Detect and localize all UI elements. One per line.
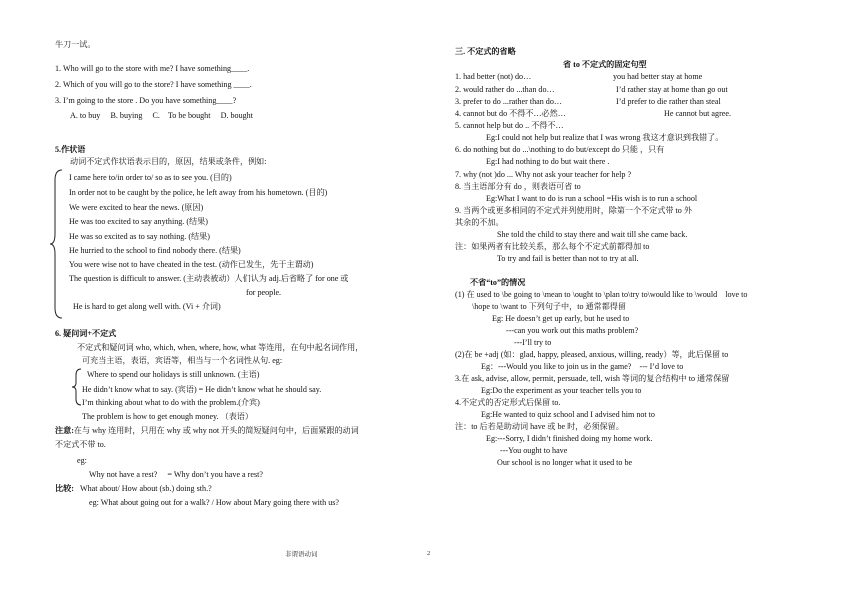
example-vi-prep: He is hard to get along well with. (Vi + 介词) (73, 302, 221, 311)
example-passive: The question is difficult to answer. (主动表被动）人们认为 adj.后省略了 for one 或 (69, 274, 349, 283)
pattern-8-example: Eg:What I want to do is run a school =His wish is to run a school (486, 194, 698, 203)
pattern-6: 6. do nothing but do ...\nothing to do but/except do 只能 ，只有 (455, 145, 665, 154)
keep-case-1-example: Eg: He doesn’t get up early, but he used to (492, 314, 630, 323)
pattern-3-example: I’d prefer to die rather than steal (616, 97, 721, 106)
section-5-intro: 动词不定式作状语表示目的，原因，结果或条件，例如: (70, 157, 267, 166)
question-1: 1. Who will go to the store with me? I have something____. (55, 64, 250, 73)
keep-case-2: (2)在 be +adj (如：glad, happy, pleased, anxious, willing, ready）等，此后保留 to (455, 350, 729, 359)
question-word-ex-4: The problem is how to get enough money. （表语） (82, 412, 253, 421)
pattern-6-example: Eg:I had nothing to do but wait there . (486, 157, 610, 166)
keep-case-5: 注：to 后若是助动词 have 或 be 时，必须保留。 (455, 422, 624, 431)
pattern-5-example: Eg:I could not help but realize that I was wrong 我这才意识到我错了。 (486, 133, 724, 142)
example-perfect: You were wise not to have cheated in the test. (动作已发生，先于主谓动) (69, 260, 314, 269)
example-result-3: He hurried to the school to find nobody there. (结果) (69, 246, 241, 255)
fixed-patterns-title: 省 to 不定式的固定句型 (563, 60, 647, 69)
example-purpose-1: I came here to/in order to/ so as to see you. (目的) (69, 173, 232, 182)
note-text-cont: 不定式不带 to. (55, 440, 106, 449)
pattern-3: 3. prefer to do ...rather than do… (455, 97, 562, 106)
keep-to-title: 不省“to”的情况 (470, 278, 526, 287)
keep-case-5-example-2: ---You ought to have (500, 446, 568, 455)
pattern-note: 注：如果两者有比较关系，那么每个不定式前都得加 to (455, 242, 650, 251)
compare-text-cont: eg: What about going out for a walk? / How about Mary going there with us? (89, 498, 340, 507)
left-brace-icon (48, 168, 68, 320)
example-result-1: He was too excited to say anything. (结果) (69, 217, 208, 226)
compare-text: What about/ How about (sb.) doing sth.? (79, 484, 212, 493)
pattern-8: 8. 当主语部分有 do ，则表语可省 to (455, 182, 581, 191)
question-2: 2. Which of you will go to the store? I have something ____. (55, 80, 252, 89)
pattern-2-example: I’d rather stay at home than go out (616, 85, 728, 94)
question-word-ex-1: Where to spend our holidays is still unknown. (主语) (87, 370, 260, 379)
practice-title: 牛刀一试。 (55, 40, 96, 49)
answer-options: A. to buy B. buying C. To be bought D. bought (70, 111, 253, 120)
page-number: 2 (427, 550, 431, 557)
pattern-1: 1. had better (not) do… (455, 72, 532, 81)
keep-case-1-example-3: ---I’ll try to (514, 338, 552, 347)
note-label: 注意: (55, 426, 74, 435)
compare-label: 比较: (55, 484, 74, 493)
example-passive-cont: for people. (246, 288, 282, 297)
question-word-ex-3: I’m thinking about what to do with the problem.(介宾) (82, 398, 260, 407)
example-reason: We were excited to hear the news. (原因) (69, 203, 204, 212)
keep-case-5-example-3: Our school is no longer what it used to be (497, 458, 633, 467)
note-text: 在与 why 连用时，只用在 why 或 why not 开头的简短疑问句中，后面紧跟的动词 (73, 426, 359, 435)
keep-case-1-cont: \hope to \want to 下列句子中，to 通常都得留 (472, 302, 626, 311)
keep-case-1-example-2: ---can you work out this maths problem? (506, 326, 639, 335)
section-3-title: 三. 不定式的省略 (455, 47, 516, 56)
section-6-line-2: 可充当主语，表语，宾语等，相当与一个名词性从句. eg: (82, 356, 283, 365)
eg-label: eg: (77, 456, 87, 465)
keep-case-4-example: Eg:He wanted to quiz school and I advised him not to (481, 410, 655, 419)
eg-text: Why not have a rest? = Why don’t you have a rest? (89, 470, 263, 479)
keep-case-2-example: Eg：---Would you like to join us in the game? --- I’d love to (481, 362, 684, 371)
pattern-4: 4. cannot but do 不得不…必然… (455, 109, 566, 118)
keep-case-1: (1) 在 used to \be going to \mean to \ought to \plan to\try to\would like to \would love to (455, 290, 748, 299)
pattern-9: 9. 当两个或更多相同的不定式并列使用时，除第一个不定式带 to 外 (455, 206, 692, 215)
keep-case-3-example: Eg:Do the experiment as your teacher tells you to (481, 386, 642, 395)
example-purpose-2: In order not to be caught by the police, he left away from his hometown. (目的) (69, 188, 328, 197)
question-3: 3. I’m going to the store . Do you have something____? (55, 96, 237, 105)
note-line (55, 425, 359, 437)
pattern-1-example: you had better stay at home (613, 72, 703, 81)
compare-line (55, 483, 212, 495)
example-result-2: He was so excited as to say nothing. (结果) (69, 232, 210, 241)
pattern-5: 5. cannot help but do .. 不得不… (455, 121, 564, 130)
section-5-title: 5.作状语 (55, 145, 86, 154)
question-word-ex-2: He didn’t know what to say. (宾语) = He didn’t know what he should say. (82, 385, 322, 394)
pattern-9-cont: 其余的不加。 (455, 218, 504, 227)
pattern-7: 7. why (not )do ... Why not ask your teacher for help ? (455, 170, 632, 179)
pattern-4-example: He cannot but agree. (664, 109, 731, 118)
keep-case-4: 4.不定式的否定形式后保留 to. (455, 398, 561, 407)
section-6-line-1: 不定式和疑问词 who, which, when, where, how, what 等连用，在句中起名词作用， (77, 343, 364, 352)
pattern-9-example: She told the child to stay there and wait till she came back. (497, 230, 688, 239)
pattern-note-example: To try and fail is better than not to try at all. (497, 254, 639, 263)
keep-case-5-example: Eg:---Sorry, I didn’t finished doing my home work. (486, 434, 653, 443)
footer-label: 非谓语动词 (285, 551, 318, 558)
pattern-2: 2. would rather do ...than do… (455, 85, 555, 94)
keep-case-3: 3.在 ask, advise, allow, permit, persuade, tell, wish 等词的复合结构中 to 通常保留 (455, 374, 730, 383)
section-6-title: 6. 疑问词+不定式 (55, 329, 117, 338)
